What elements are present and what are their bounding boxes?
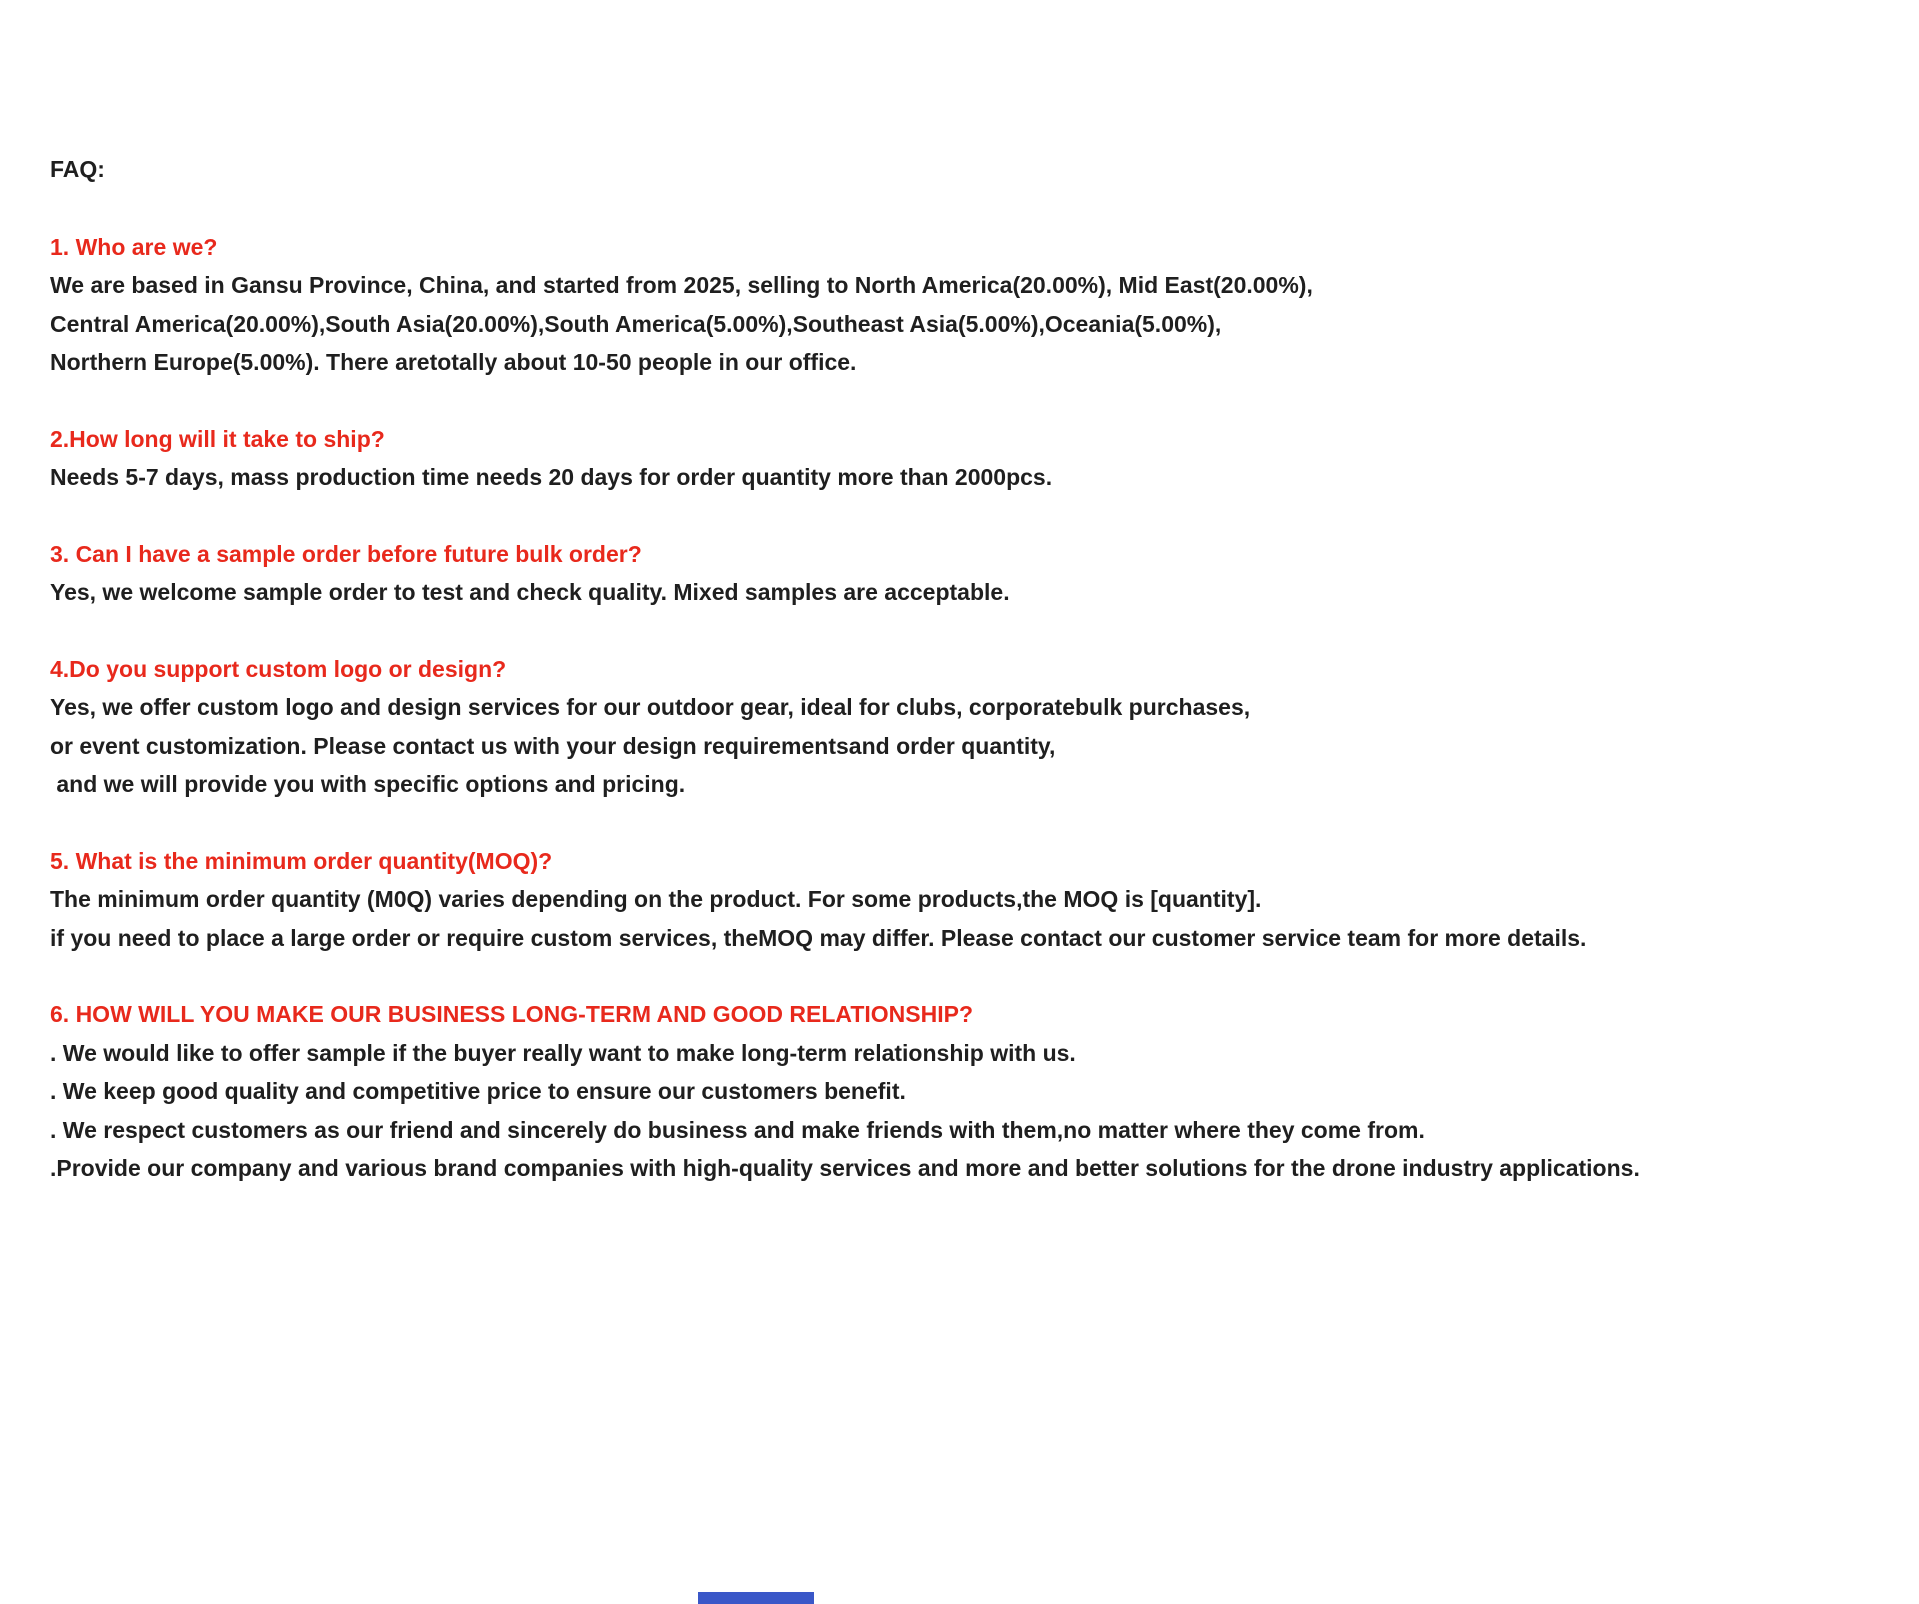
faq-section-2 <box>50 420 1879 497</box>
faq-question: 2.How long will it take to ship? <box>50 425 385 452</box>
faq-answer-line: . We keep good quality and competitive price to ensure our customers benefit. <box>50 1078 906 1104</box>
faq-section-5 <box>50 842 1879 958</box>
faq-document <box>50 150 1879 1226</box>
faq-question: 3. Can I have a sample order before future bulk order? <box>50 540 642 567</box>
faq-answer-line: Needs 5-7 days, mass production time needs 20 days for order quantity more than 2000pcs. <box>50 464 1053 490</box>
faq-answer-line: and we will provide you with specific options and pricing. <box>50 771 686 797</box>
faq-answer-line: Yes, we offer custom logo and design services for our outdoor gear, ideal for clubs, corporatebulk purchases, <box>50 694 1251 720</box>
faq-section-3 <box>50 535 1879 612</box>
faq-answer-line: .Provide our company and various brand companies with high-quality services and more and better solutions for the drone industry applications. <box>50 1155 1640 1181</box>
faq-question: 4.Do you support custom logo or design? <box>50 655 507 682</box>
faq-section-1 <box>50 228 1879 382</box>
faq-answer-line: or event customization. Please contact us with your design requirementsand order quantity, <box>50 732 1056 759</box>
faq-section-6 <box>50 995 1879 1188</box>
faq-heading: FAQ: <box>50 156 105 182</box>
faq-section-4 <box>50 650 1879 804</box>
faq-answer-line: . We would like to offer sample if the buyer really want to make long-term relationship with us. <box>50 1039 1076 1066</box>
faq-answer-line: Central America(20.00%),South Asia(20.00%),South America(5.00%),Southeast Asia(5.00%),Oceania(5.00%), <box>50 310 1222 337</box>
faq-answer-line: . We respect customers as our friend and sincerely do business and make friends with them,no matter where they come from. <box>50 1116 1425 1143</box>
faq-question: 1. Who are we? <box>50 233 218 260</box>
faq-answer-line: Northern Europe(5.00%). There aretotally about 10-50 people in our office. <box>50 349 857 375</box>
faq-answer-line: We are based in Gansu Province, China, and started from 2025, selling to North America(20.00%), Mid East(20.00%), <box>50 272 1313 298</box>
faq-answer-line: Yes, we welcome sample order to test and check quality. Mixed samples are acceptable. <box>50 579 1010 605</box>
faq-question: 6. HOW WILL YOU MAKE OUR BUSINESS LONG-TERM AND GOOD RELATIONSHIP? <box>50 1001 973 1027</box>
faq-question: 5. What is the minimum order quantity(MOQ)? <box>50 847 553 874</box>
bottom-accent-bar <box>698 1592 814 1604</box>
faq-answer-line: if you need to place a large order or require custom services, theMOQ may differ. Please contact our customer service team for more details. <box>50 924 1587 951</box>
faq-answer-line: The minimum order quantity (M0Q) varies depending on the product. For some products,the MOQ is [quantity]. <box>50 886 1262 912</box>
